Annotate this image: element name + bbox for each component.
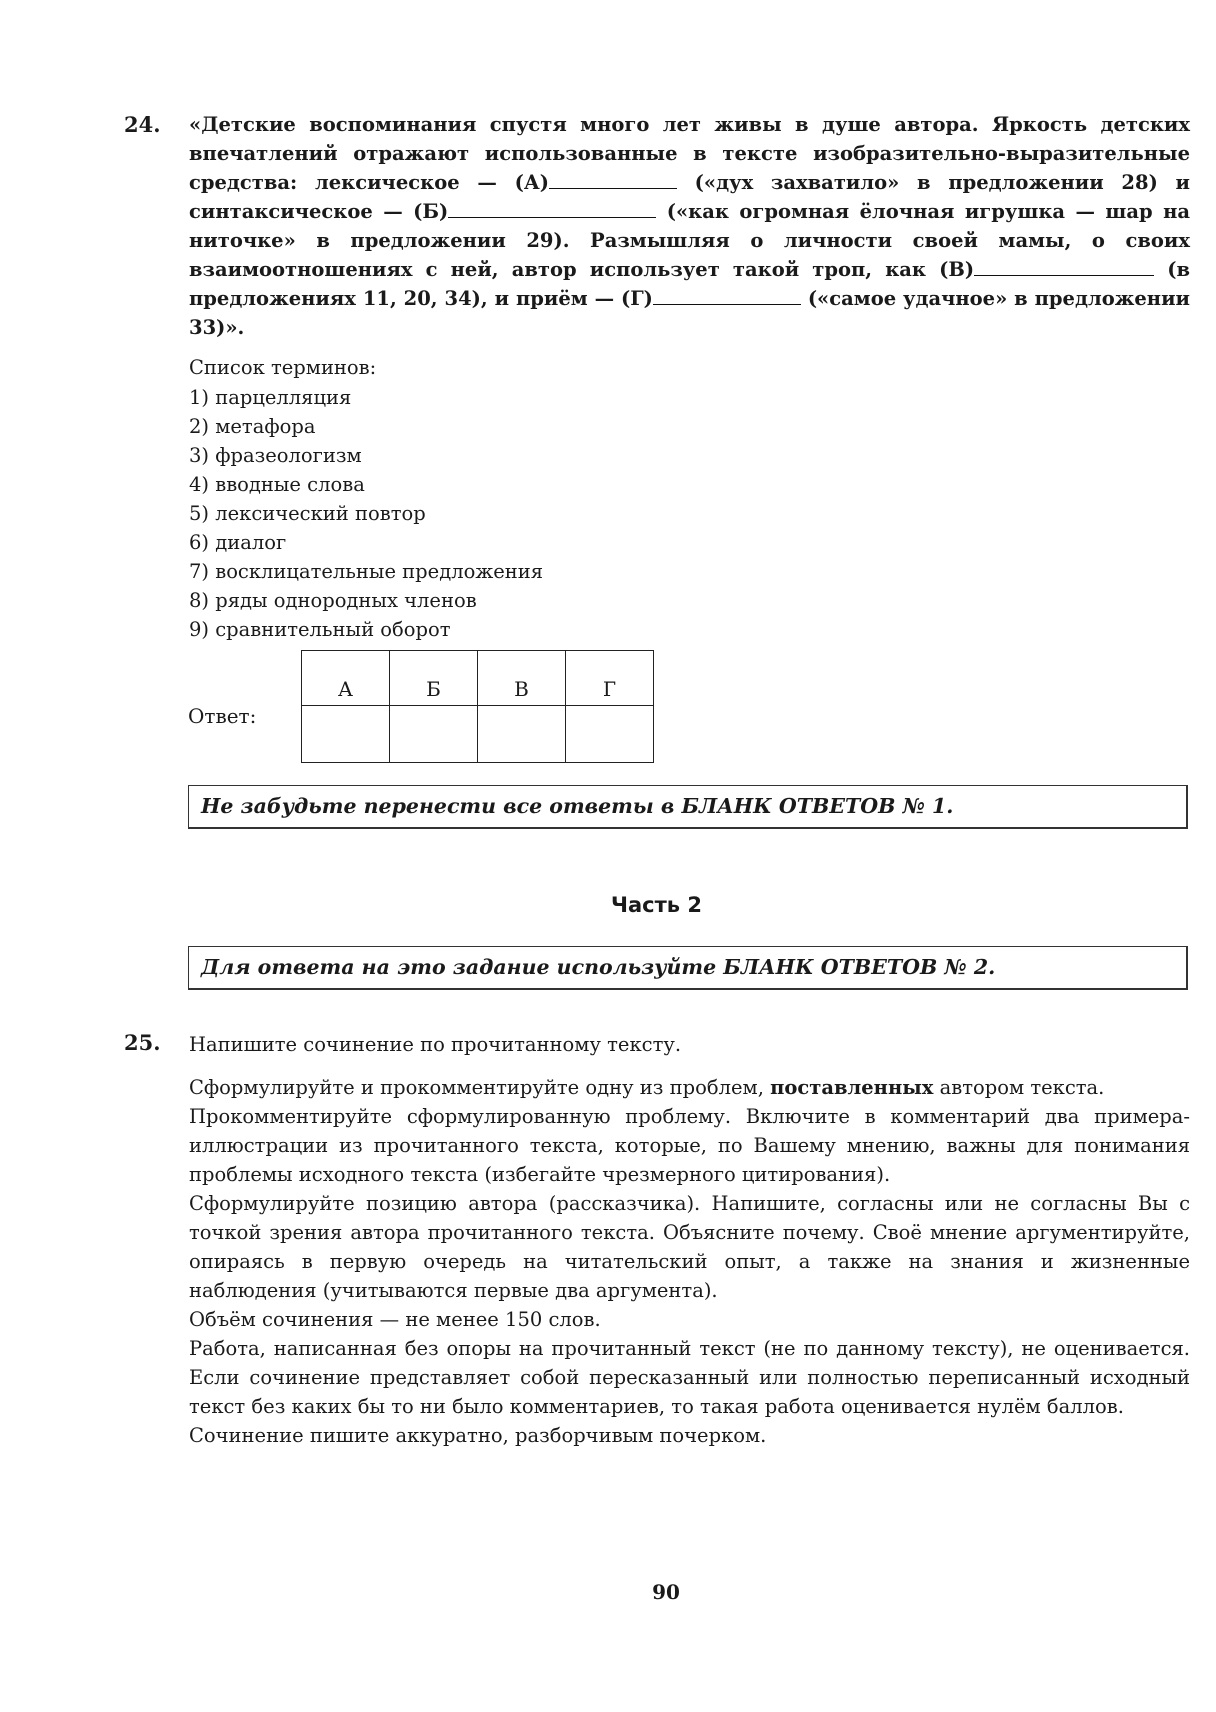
answer-header-v: В xyxy=(478,651,566,706)
answer-header-b: Б xyxy=(390,651,478,706)
task-25 xyxy=(124,1030,1190,1450)
task-24-body xyxy=(189,110,1190,644)
answer-header-g: Г xyxy=(566,651,654,706)
task-24 xyxy=(124,110,1190,644)
list-item: 7) восклицательные предложения xyxy=(189,560,544,583)
list-item: 1) парцелляция xyxy=(189,386,352,409)
answer-label: Ответ: xyxy=(188,704,257,728)
answer-blank-a xyxy=(549,170,677,189)
text-fragment: автором текста. xyxy=(939,1076,1105,1099)
answer-cell-a[interactable] xyxy=(302,706,390,763)
answer-cell-b[interactable] xyxy=(390,706,478,763)
answer-table xyxy=(301,650,654,763)
page-number: 90 xyxy=(652,1580,680,1604)
task-25-paragraph: Сформулируйте позицию автора (рассказчика). Напишите, согласны или не согласны Вы с точкой зрения автора прочитанного текста. Объясните почему. Своё мнение аргументируйте, опираясь в первую очередь на читательский опыт, а также на знания и жизненные наблюдения (учитываются первые два аргумента). xyxy=(189,1192,1190,1302)
list-item: 6) диалог xyxy=(189,531,287,554)
answer-block xyxy=(188,650,688,760)
task-text-part: «Детские воспоминания спустя много лет живы в душе автора. Яркость детских впечатлений отражают использованные в тексте изобразительно-выразительные средства: лексическое — (А) xyxy=(189,113,1190,194)
text-fragment: Сформулируйте и прокомментируйте одну из проблем, xyxy=(189,1076,764,1099)
terms-title: Список терминов: xyxy=(189,356,377,379)
answer-blank-b xyxy=(448,199,656,218)
task-text-part: («как огромная ёлочная игрушка — шар на ниточке» в предложении 29). Размышляя о личности своей мамы, о своих взаимоотношениях с ней, автор использует такой троп, как (В) xyxy=(189,200,1190,281)
list-item: 9) сравнительный оборот xyxy=(189,618,451,641)
task-text-part: (в предложениях 11, 20, 34), и приём — (Г) xyxy=(189,258,1190,310)
task-25-intro: Напишите сочинение по прочитанному тексту. xyxy=(189,1033,682,1056)
task-25-paragraph: Объём сочинения — не менее 150 слов. xyxy=(189,1308,601,1331)
list-item: 5) лексический повтор xyxy=(189,502,426,525)
task-25-paragraph xyxy=(189,1073,1190,1102)
task-25-paragraph: Работа, написанная без опоры на прочитанный текст (не по данному тексту), не оценивается. Если сочинение представляет собой пересказанный или полностью переписанный исходный текст без каких бы то ни было комментариев, то такая работа оценивается нулём баллов. xyxy=(189,1337,1190,1418)
answer-blank-v xyxy=(974,257,1154,276)
bold-fragment: поставленных xyxy=(770,1076,934,1099)
task-text-part: («самое удачное» в предложении 33)». xyxy=(189,287,1191,339)
task-text-part: («дух захватило» в предложении 28) и синтаксическое — (Б) xyxy=(189,171,1190,223)
task-25-paragraph: Прокомментируйте сформулированную проблему. Включите в комментарий два примера-иллюстрации из прочитанного текста, которые, по Вашему мнению, важны для понимания проблемы исходного текста (избегайте чрезмерного цитирования). xyxy=(189,1105,1190,1186)
answer-header-a: А xyxy=(302,651,390,706)
task-25-paragraph: Сочинение пишите аккуратно, разборчивым почерком. xyxy=(189,1424,767,1447)
list-item: 2) метафора xyxy=(189,415,316,438)
answer-cell-g[interactable] xyxy=(566,706,654,763)
list-item: 4) вводные слова xyxy=(189,473,365,496)
list-item: 8) ряды однородных членов xyxy=(189,589,477,612)
notice-answer-form-1: Не забудьте перенести все ответы в БЛАНК ОТВЕТОВ № 1. xyxy=(188,785,1188,829)
answer-blank-g xyxy=(653,286,801,305)
task-number: 25. xyxy=(124,1030,161,1055)
answer-cell-v[interactable] xyxy=(478,706,566,763)
task-number: 24. xyxy=(124,112,161,137)
part-title: Часть 2 xyxy=(611,893,702,917)
terms-list xyxy=(189,383,1190,644)
notice-answer-form-2: Для ответа на это задание используйте БЛАНК ОТВЕТОВ № 2. xyxy=(188,946,1188,990)
task-24-text xyxy=(189,110,1190,342)
task-25-body xyxy=(189,1030,1190,1450)
list-item: 3) фразеологизм xyxy=(189,444,362,467)
